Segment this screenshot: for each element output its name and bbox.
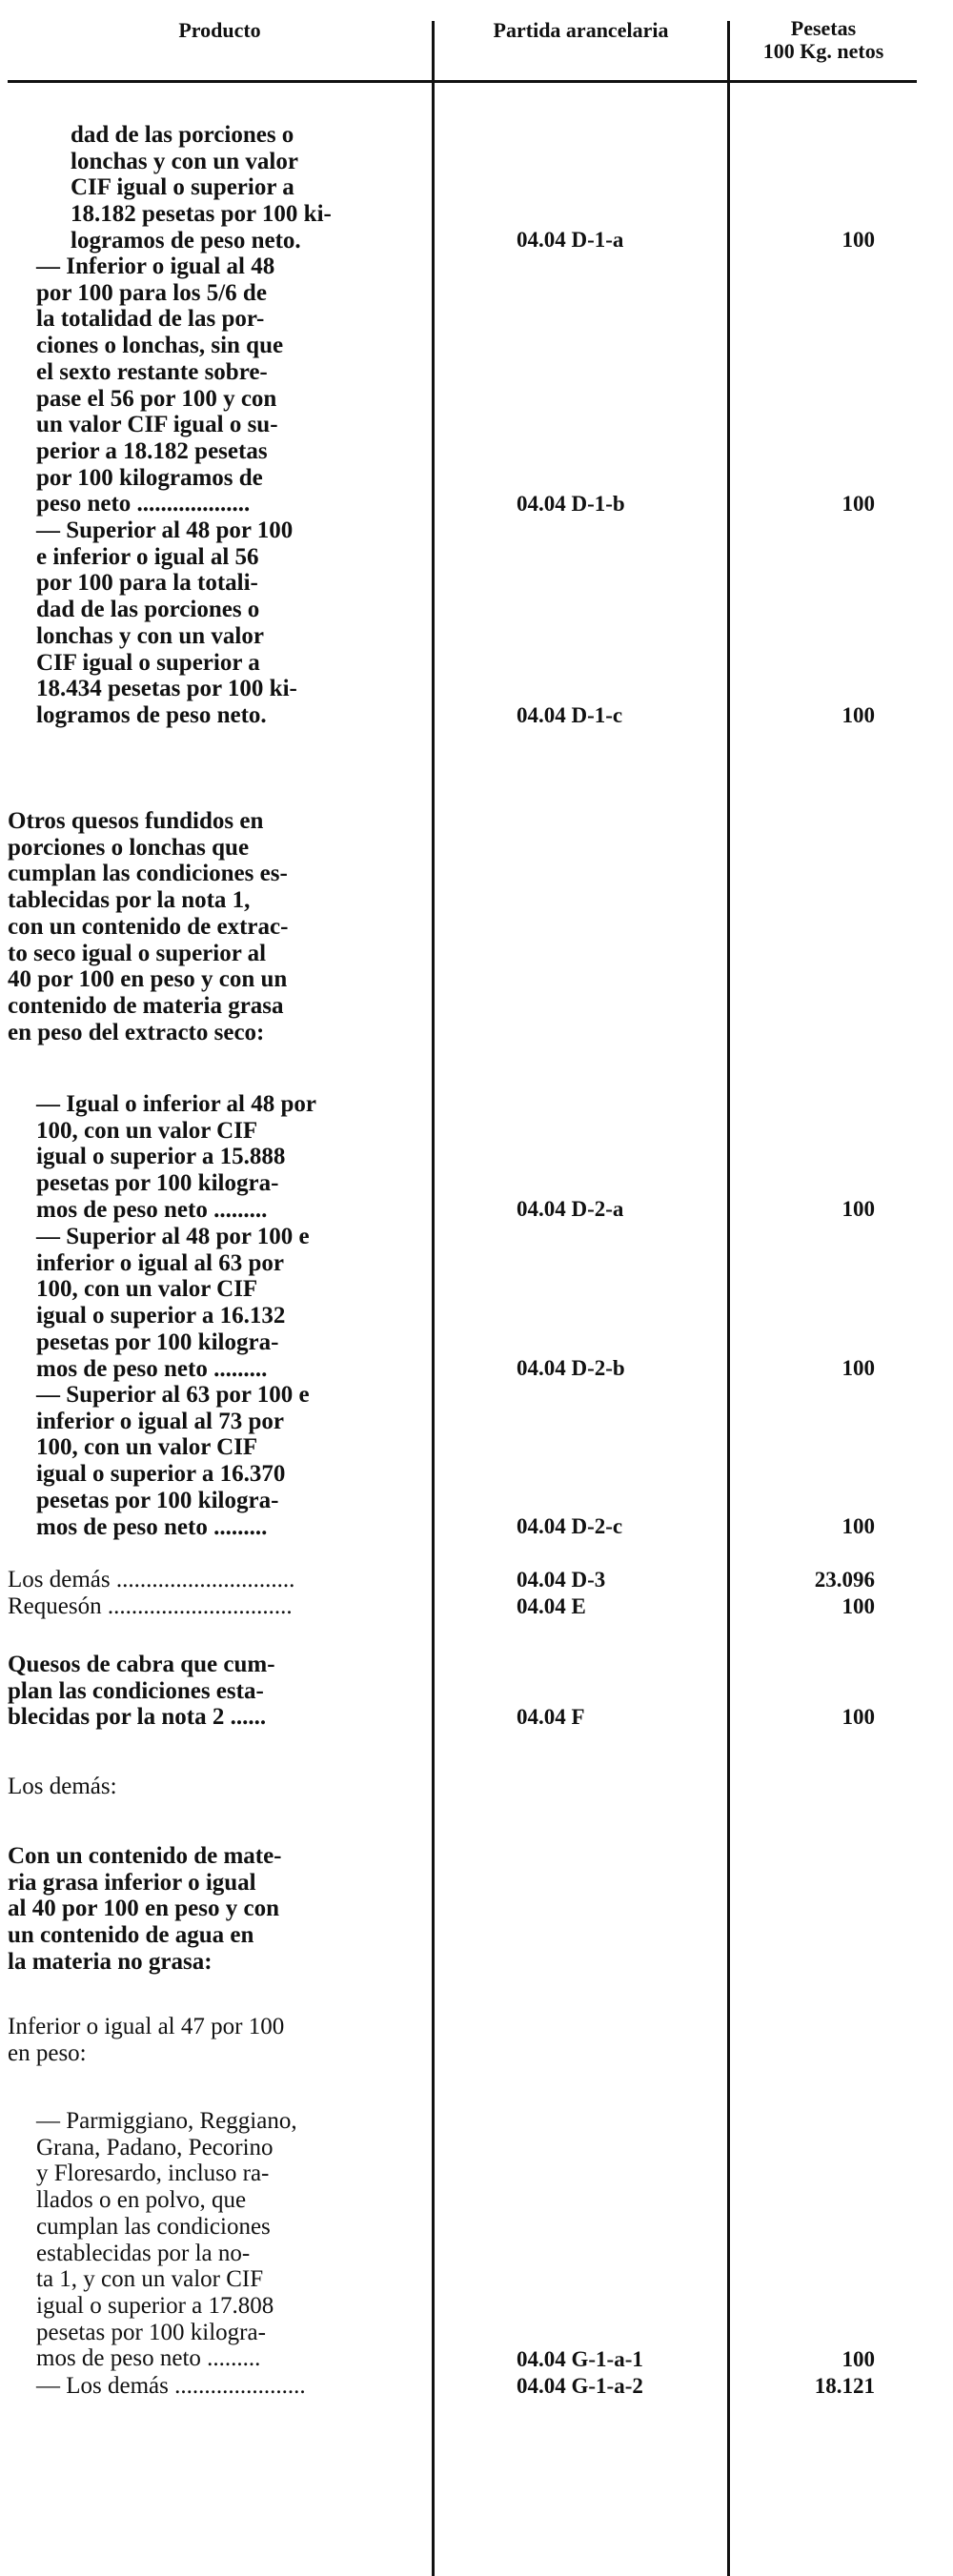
pesetas-text: 100 bbox=[841, 228, 875, 252]
producto-text: Quesos de cabra que cum- plan las condiciones esta- blecidas por la nota 2 ...... bbox=[8, 1652, 275, 1731]
pesetas-text: 100 bbox=[841, 1514, 875, 1538]
column-divider-1 bbox=[432, 21, 435, 2576]
producto-text: — Parmiggiano, Reggiano, Grana, Padano, Pecorino y Floresardo, incluso ra- llados o en polvo, que cumplan las condiciones establecidas por la no- ta 1, y con un valor CIF igual o superior a 17.808 pesetas por 100 kilogra- mos de peso neto ......... bbox=[36, 2108, 297, 2372]
partida-text: 04.04 D-1-c bbox=[517, 703, 623, 727]
header-pesetas bbox=[730, 17, 917, 63]
pesetas-text: 100 bbox=[841, 2347, 875, 2371]
partida-text: 04.04 D-2-c bbox=[517, 1514, 623, 1538]
header-partida: Partida arancelaria bbox=[493, 18, 669, 42]
producto-text: dad de las porciones o lonchas y con un valor CIF igual o superior a 18.182 pesetas por 100 ki- logramos de peso neto. bbox=[71, 122, 332, 254]
header-producto: Producto bbox=[178, 18, 261, 42]
producto-text: Requesón ............................... bbox=[8, 1593, 293, 1619]
header-pesetas-line1: Pesetas bbox=[790, 16, 857, 40]
partida-text: 04.04 D-1-b bbox=[517, 492, 625, 516]
producto-text: — Inferior o igual al 48 por 100 para los 5/6 de la totalidad de las por- ciones o lonchas, sin que el sexto restante sobre- pase el 56 por 100 y con un valor CIF igual o su- perior a 18.182 pesetas por 100 kilogramos de peso neto ................... bbox=[36, 254, 284, 517]
header-pesetas-line2: 100 Kg. netos bbox=[762, 39, 884, 63]
pesetas-text: 100 bbox=[841, 1356, 875, 1380]
partida-text: 04.04 D-3 bbox=[517, 1568, 606, 1592]
pesetas-text: 100 bbox=[841, 703, 875, 727]
pesetas-text: 100 bbox=[841, 1594, 875, 1618]
header-rule-pesetas bbox=[730, 80, 917, 83]
partida-text: 04.04 E bbox=[517, 1594, 586, 1618]
producto-text: Los demás .............................. bbox=[8, 1567, 295, 1592]
header-rule-producto bbox=[8, 80, 432, 83]
pesetas-text: 18.121 bbox=[814, 2374, 875, 2398]
producto-text: — Superior al 48 por 100 e inferior o igual al 56 por 100 para la totali- dad de las porciones o lonchas y con un valor CIF igual o superior a 18.434 pesetas por 100 ki- logramos de peso neto. bbox=[36, 517, 297, 728]
partida-text: 04.04 G-1-a-2 bbox=[517, 2374, 643, 2398]
partida-text: 04.04 G-1-a-1 bbox=[517, 2347, 643, 2371]
producto-text: Inferior o igual al 47 por 100 en peso: bbox=[8, 2014, 285, 2066]
pesetas-text: 100 bbox=[841, 1705, 875, 1729]
partida-text: 04.04 D-2-a bbox=[517, 1197, 624, 1221]
producto-text: — Los demás ...................... bbox=[36, 2373, 306, 2399]
column-divider-2 bbox=[727, 21, 730, 2576]
producto-text: — Superior al 63 por 100 e inferior o igual al 73 por 100, con un valor CIF igual o superior a 16.370 pesetas por 100 kilogra- mos de peso neto ......... bbox=[36, 1382, 310, 1540]
pesetas-text: 100 bbox=[841, 492, 875, 516]
header-rule-partida bbox=[435, 80, 727, 83]
partida-text: 04.04 F bbox=[517, 1705, 585, 1729]
producto-text: — Igual o inferior al 48 por 100, con un valor CIF igual o superior a 15.888 pesetas por 100 kilogra- mos de peso neto ......... bbox=[36, 1091, 316, 1223]
producto-text: Otros quesos fundidos en porciones o lonchas que cumplan las condiciones es- tablecidas por la nota 1, con un contenido de extrac- to seco igual o superior al 40 por 100 en peso y con un contenido de materia grasa en peso del extracto seco: bbox=[8, 808, 289, 1045]
pesetas-text: 23.096 bbox=[814, 1568, 875, 1592]
partida-text: 04.04 D-2-b bbox=[517, 1356, 625, 1380]
producto-text: — Superior al 48 por 100 e inferior o igual al 63 por 100, con un valor CIF igual o superior a 16.132 pesetas por 100 kilogra- mos de peso neto ......... bbox=[36, 1224, 310, 1382]
pesetas-text: 100 bbox=[841, 1197, 875, 1221]
partida-text: 04.04 D-1-a bbox=[517, 228, 624, 252]
producto-text: Con un contenido de mate- ria grasa inferior o igual al 40 por 100 en peso y con un contenido de agua en la materia no grasa: bbox=[8, 1843, 282, 1975]
producto-text: Los demás: bbox=[8, 1774, 117, 1799]
